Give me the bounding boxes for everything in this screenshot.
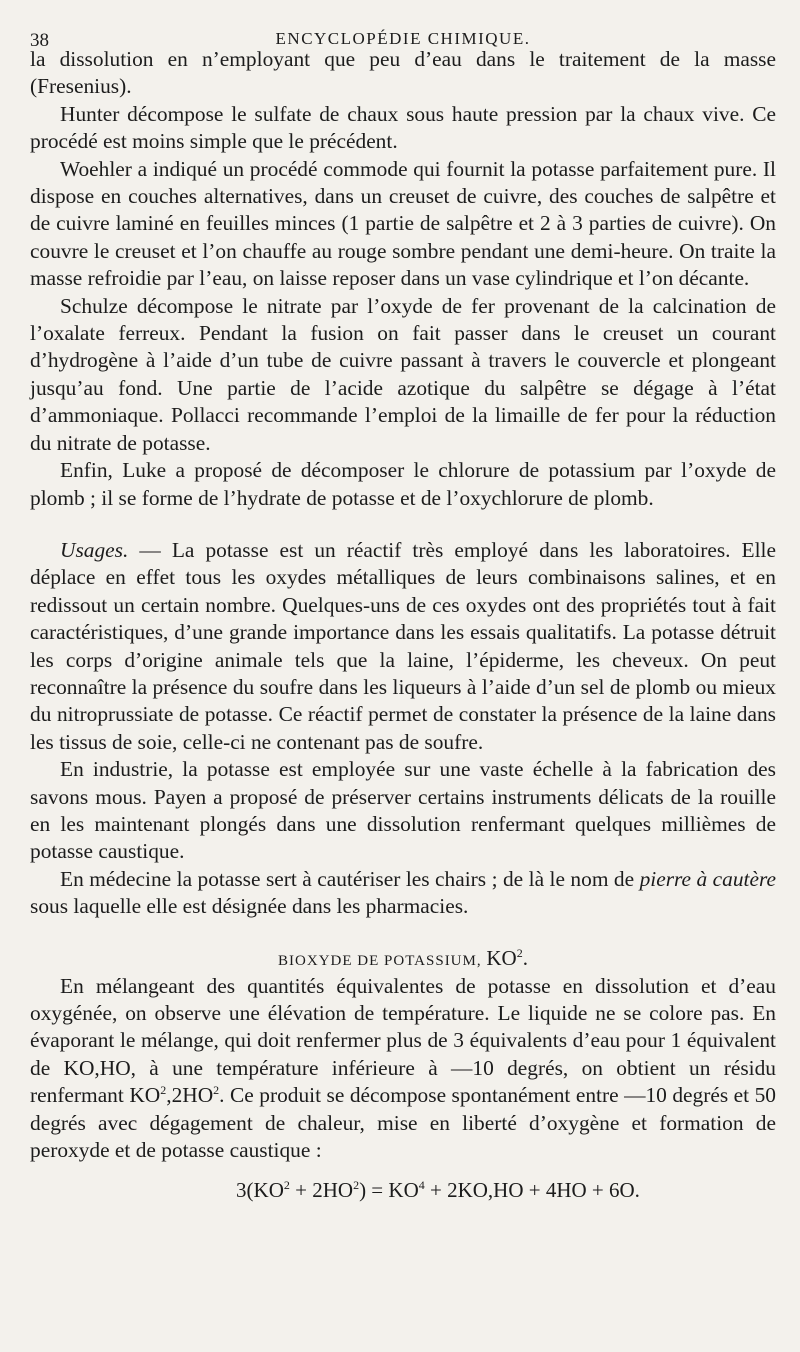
paragraph-5: Enfin, Luke a proposé de décomposer le chlorure de potassium par l’oxyde de plomb ; il se forme de l’hydrate de potasse et de l’oxychlorure de plomb.: [30, 458, 776, 510]
medecine-text-b: sous laquelle elle est désignée dans les pharmacies.: [30, 894, 469, 919]
chemical-equation: $3(KO^2 + 2HO^2) = KO^4 + 2KO,HO + 4HO + 6O$.: [236, 1178, 640, 1203]
page-header: [30, 0, 776, 51]
medecine-text-a: En médecine la potasse sert à cautériser les chairs ; de là le nom de: [60, 866, 640, 891]
section-paragraph: En mélangeant des quantités équivalentes de potasse en dissolution et d’eau oxygénée, on observe une élévation de température. Le liquide ne se colore pas. En évaporant le mélange, qui doit renfermer plus de 3 équivalents d’eau pour 1 équivalent de KO,HO, à une température inférieure à —10 degrés, on obtient un résidu renfermant $KO^2,2HO^2$. Ce produit se décompose spontanément entre —10 degrés et 50 degrés avec dégagement de chaleur, mise en liberté d’oxygène et formation de peroxyde et de potasse caustique :: [30, 973, 776, 1163]
usages-text: — La potasse est un réactif très employé dans les laboratoires. Elle déplace en effet tous les oxydes métalliques de leurs combinaisons salines, et en redissout un certain nombre. Quelques-uns de ces oxydes ont des propriétés tout à fait caractéristiques, d’une grande importance dans les essais qualitatifs. La potasse détruit les corps d’origine animale tels que la laine, l’épiderme, les cheveux. On peut reconnaître la présence du soufre dans les liqueurs à l’aide d’un sel de plomb ou mieux du nitroprussiate de potasse. Ce réactif permet de constater la présence de la laine dans les tissus de soie, celle-ci ne contenant pas de soufre.: [30, 537, 776, 754]
paragraph-gap: [30, 512, 776, 537]
page-number: 38: [30, 30, 49, 51]
paragraph-usages: [30, 537, 776, 756]
section-title: BIOXYDE DE POTASSIUM,: [278, 952, 482, 969]
paragraph-medecine: [30, 866, 776, 921]
running-head: ENCYCLOPÉDIE CHIMIQUE.: [275, 29, 531, 48]
paragraph-4: Schulze décompose le nitrate par l’oxyde de fer provenant de la calcination de l’oxalate ferreux. Pendant la fusion on fait passer dans le creuset un courant d’hydrogène à l’aide d’un tube de cuivre passant à travers le couvercle et plongeant jusqu’au fond. Une partie de l’acide azotique du salpêtre se dégage à l’état d’ammoniaque. Pollacci recommande l’emploi de la limaille de fer pour la réduction du nitrate de potasse.: [30, 293, 776, 455]
medecine-term: pierre à cautère: [639, 866, 777, 891]
paragraph-3: Woehler a indiqué un procédé commode qui fournit la potasse parfaitement pure. Il dispose en couches alternatives, dans un creuset de cuivre, des couches de salpêtre et de cuivre laminé en feuilles minces (1 partie de salpêtre et 2 à 3 parties de cuivre). On couvre le creuset et l’on chauffe au rouge sombre pendant une demi-heure. On traite la masse refroidie par l’eau, on laisse reposer dans un vase cylindrique et l’on décante.: [30, 156, 776, 291]
section-formula: $KO^2$.: [486, 945, 528, 970]
paragraph-2: Hunter décompose le sulfate de chaux sous haute pression par la chaux vive. Ce procédé est moins simple que le précédent.: [30, 101, 776, 154]
section-heading: [30, 943, 776, 973]
usages-label: Usages.: [60, 537, 129, 562]
paragraph-1: la dissolution en n’employant que peu d’eau dans le traitement de la masse (Fresenius).: [30, 47, 776, 99]
paragraph-industrie: En industrie, la potasse est employée sur une vaste échelle à la fabrication des savons mous. Payen a proposé de préserver certains instruments délicats de la rouille en les maintenant plongés dans une dissolution renfermant quelques millièmes de potasse caustique.: [30, 757, 776, 864]
